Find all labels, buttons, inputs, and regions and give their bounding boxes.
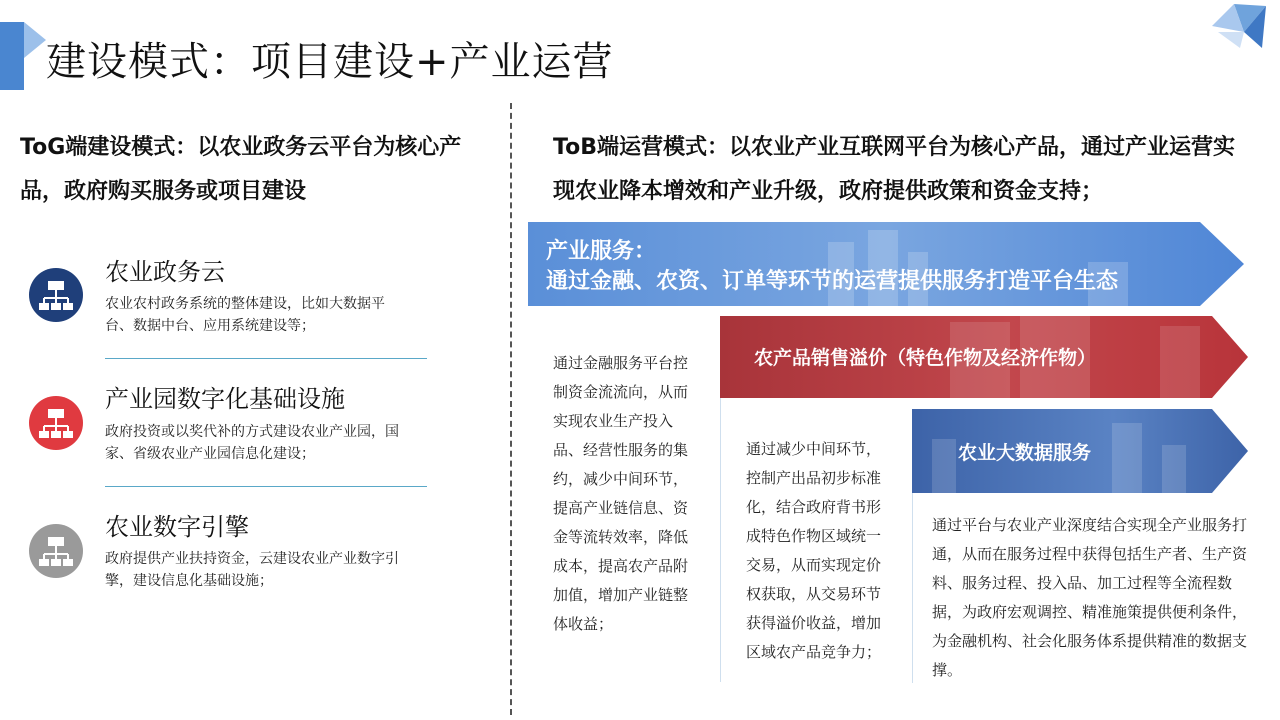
- title-accent-triangle: [24, 22, 46, 58]
- banner-industry-service-heading: 产业服务：: [546, 239, 657, 264]
- banner-industry-service: [528, 222, 1244, 306]
- item-desc-industrial-park: 政府投资或以奖代补的方式建设农业产业园，国家、省级农业产业园信息化建设；: [105, 424, 399, 462]
- banner-sales-premium: [720, 316, 1248, 398]
- tog-intro: ToG端建设模式：以农业政务云平台为核心产品，政府购买服务或项目建设: [20, 135, 462, 204]
- server-network-icon: [29, 396, 83, 450]
- item-title-gov-cloud: 农业政务云: [105, 258, 225, 286]
- server-network-icon: [29, 268, 83, 322]
- item-title-industrial-park: 产业园数字化基础设施: [105, 385, 345, 413]
- banner-sales-premium-label: 农产品销售溢价（特色作物及经济作物）: [754, 347, 1097, 369]
- column-guide-line: [720, 398, 721, 682]
- banner-big-data: [912, 409, 1248, 493]
- corner-decoration-icon: [1204, 2, 1274, 52]
- item-desc-digital-engine: 政府提供产业扶持资金，云建设农业产业数字引擎，建设信息化基础设施；: [105, 551, 399, 589]
- page-title: 建设模式：项目建设+产业运营: [46, 39, 614, 85]
- finance-service-text: 通过金融服务平台控制资金流流向，从而实现农业生产投入品、经营性服务的集约，减少中间环节，提高产业链信息、资金等流转效率，降低成本，提高农产品附加值，增加产业链整体收益；: [553, 354, 689, 633]
- item-separator: [105, 358, 427, 359]
- tob-intro: ToB端运营模式：以农业产业互联网平台为核心产品，通过产业运营实现农业降本增效和产业升级，政府提供政策和资金支持；: [553, 135, 1235, 204]
- sales-premium-text: 通过减少中间环节，控制产出品初步标准化，结合政府背书形成特色作物区域统一交易，从而实现定价权获取，从交易环节获得溢价收益，增加区域农产品竞争力；: [746, 440, 882, 661]
- banner-big-data-label: 农业大数据服务: [958, 442, 1092, 464]
- center-divider: [510, 103, 512, 715]
- column-guide-line: [912, 493, 913, 683]
- item-title-digital-engine: 农业数字引擎: [105, 513, 249, 541]
- big-data-text: 通过平台与农业产业深度结合实现全产业服务打通，从而在服务过程中获得包括生产者、生产资料、服务过程、投入品、加工过程等全流程数据，为政府宏观调控、精准施策提供便利条件，为金融机构、社会化服务体系提供精准的数据支撑。: [932, 516, 1248, 679]
- item-desc-gov-cloud: 农业农村政务系统的整体建设，比如大数据平台、数据中台、应用系统建设等；: [105, 296, 385, 334]
- banner-industry-service-subheading: 通过金融、农资、订单等环节的运营提供服务打造平台生态: [546, 269, 1119, 294]
- server-network-icon: [29, 524, 83, 578]
- title-accent-bar: [0, 22, 24, 90]
- item-separator: [105, 486, 427, 487]
